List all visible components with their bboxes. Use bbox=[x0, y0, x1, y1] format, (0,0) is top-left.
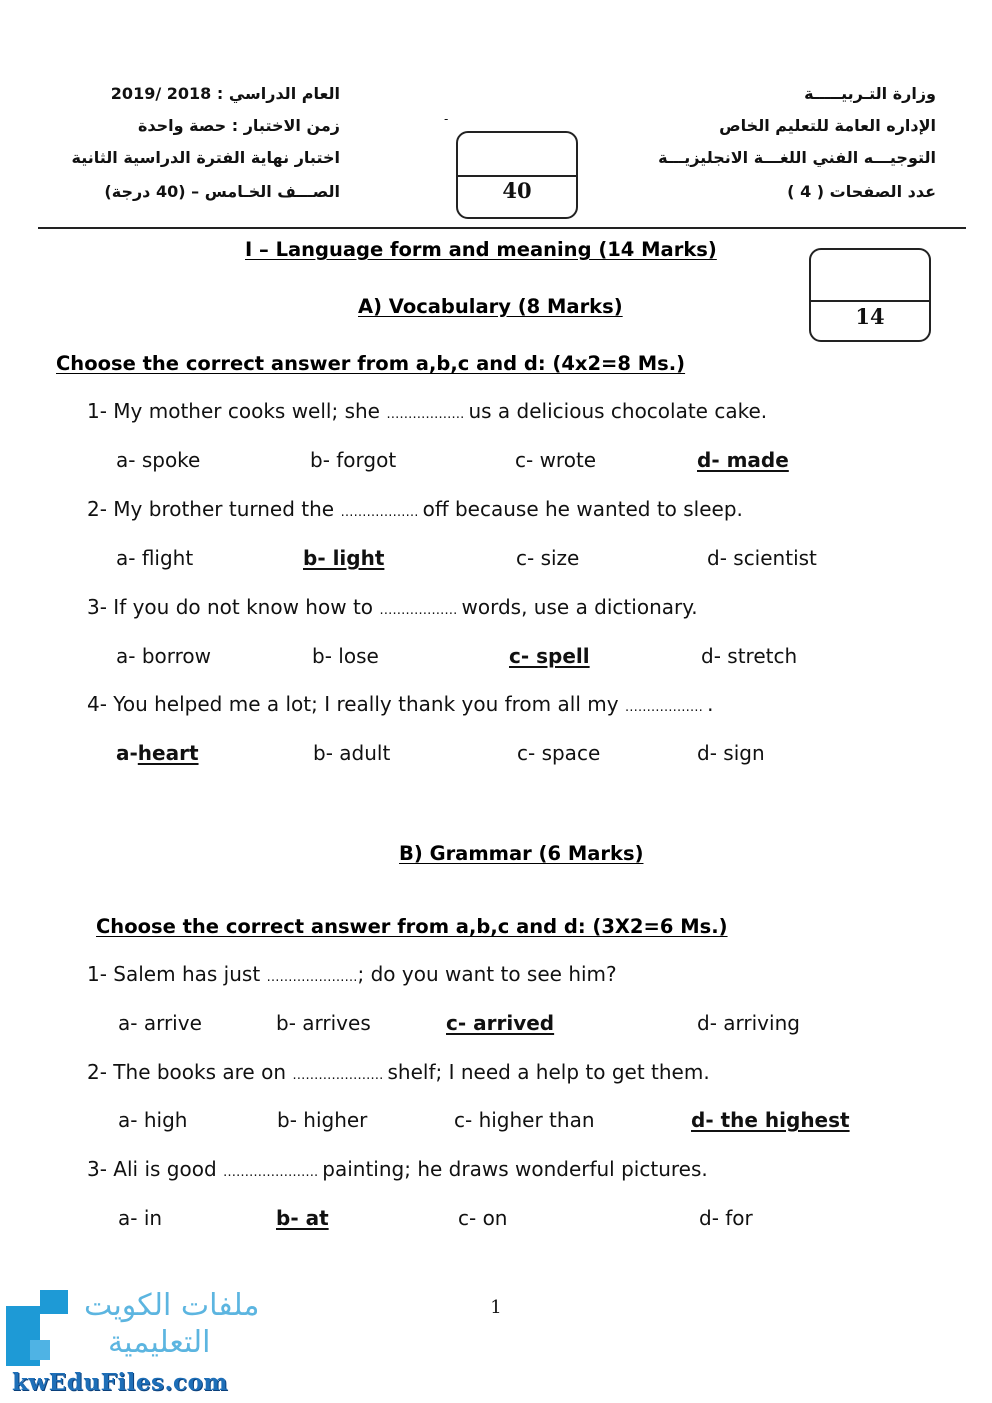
vocab-question-2: 2- My brother turned the ……………… off because he wanted to sleep. bbox=[87, 497, 743, 521]
grammar-question-1: 1- Salem has just …………………; do you want to see him? bbox=[87, 962, 617, 986]
vocab-question-3: 3- If you do not know how to ……………… words, use a dictionary. bbox=[87, 595, 698, 619]
section-score: 14 bbox=[855, 304, 885, 329]
logo-block-small-icon bbox=[40, 1290, 68, 1314]
vocab-3-option-d[interactable]: d- stretch bbox=[701, 644, 798, 668]
watermark-arabic-line1: ملفات الكويت bbox=[84, 1288, 260, 1323]
vocab-3-option-a[interactable]: a- borrow bbox=[116, 644, 212, 668]
vocab-4-option-a-answer[interactable]: a-heart bbox=[116, 741, 199, 765]
watermark-url: kwEduFiles.com bbox=[12, 1369, 229, 1396]
total-score-box bbox=[456, 131, 578, 219]
grammar-1-option-c-answer[interactable]: c- arrived bbox=[446, 1011, 555, 1035]
vocab-4-option-b[interactable]: b- adult bbox=[313, 741, 391, 765]
vocab-2-option-c[interactable]: c- size bbox=[516, 546, 580, 570]
grammar-3-option-b-answer[interactable]: b- at bbox=[276, 1206, 329, 1230]
vocab-2-option-b-answer[interactable]: b- light bbox=[303, 546, 385, 570]
header-page-count: عدد الصفحات ( 4 ) bbox=[787, 182, 936, 201]
grammar-question-2: 2- The books are on ………………… shelf; I need a help to get them. bbox=[87, 1060, 710, 1084]
vocabulary-title: A) Vocabulary (8 Marks) bbox=[358, 295, 623, 318]
vocab-1-option-b[interactable]: b- forgot bbox=[310, 448, 397, 472]
grammar-2-option-b[interactable]: b- higher bbox=[277, 1108, 368, 1132]
grammar-title: B) Grammar (6 Marks) bbox=[399, 842, 644, 865]
section-score-box bbox=[809, 248, 931, 342]
grammar-1-option-d[interactable]: d- arriving bbox=[697, 1011, 800, 1035]
logo-block-accent-icon bbox=[30, 1340, 50, 1360]
vocab-1-option-c[interactable]: c- wrote bbox=[515, 448, 597, 472]
watermark-arabic-line2: التعليمية bbox=[108, 1325, 211, 1360]
grammar-1-option-b[interactable]: b- arrives bbox=[276, 1011, 371, 1035]
vocab-2-option-d[interactable]: d- scientist bbox=[707, 546, 817, 570]
vocab-1-option-d-answer[interactable]: d- made bbox=[697, 448, 789, 472]
vocab-question-4: 4- You helped me a lot; I really thank you from all my ……………… . bbox=[87, 692, 714, 716]
section-title: I – Language form and meaning (14 Marks) bbox=[245, 238, 717, 261]
vocab-1-option-a[interactable]: a- spoke bbox=[116, 448, 201, 472]
vocab-4-option-c[interactable]: c- space bbox=[517, 741, 601, 765]
page-number: 1 bbox=[490, 1297, 502, 1318]
grammar-3-option-a[interactable]: a- in bbox=[118, 1206, 163, 1230]
vocab-2-option-a[interactable]: a- flight bbox=[116, 546, 194, 570]
vocab-question-1: 1- My mother cooks well; she ……………… us a delicious chocolate cake. bbox=[87, 399, 768, 423]
vocab-4-option-d[interactable]: d- sign bbox=[697, 741, 765, 765]
grammar-instruction: Choose the correct answer from a,b,c and d: (3X2=6 Ms.) bbox=[96, 915, 728, 938]
grammar-question-3: 3- Ali is good …………………. painting; he draws wonderful pictures. bbox=[87, 1157, 708, 1181]
header-grade: الصـــف الخـامس – (40 درجة) bbox=[104, 182, 340, 201]
header-exam-name: اختبار نهاية الفترة الدراسية الثانية bbox=[71, 148, 340, 167]
header-school-year: العام الدراسي : 2018 /2019 bbox=[110, 84, 340, 103]
header-divider bbox=[38, 227, 966, 229]
vocab-3-option-c-answer[interactable]: c- spell bbox=[509, 644, 590, 668]
total-score: 40 bbox=[502, 178, 532, 203]
vocabulary-instruction: Choose the correct answer from a,b,c and d: (4x2=8 Ms.) bbox=[56, 352, 686, 375]
grammar-2-option-a[interactable]: a- high bbox=[118, 1108, 188, 1132]
header-ministry: وزارة التـربيـــــة bbox=[804, 84, 936, 103]
vocab-3-option-b[interactable]: b- lose bbox=[312, 644, 379, 668]
header-directorate: الإداره العامة للتعليم الخاص bbox=[719, 116, 936, 135]
grammar-3-option-d[interactable]: d- for bbox=[699, 1206, 753, 1230]
grammar-3-option-c[interactable]: c- on bbox=[458, 1206, 508, 1230]
grammar-1-option-a[interactable]: a- arrive bbox=[118, 1011, 202, 1035]
header-exam-time: زمن الاختبار : حصة واحدة bbox=[137, 116, 340, 135]
header-dash: - bbox=[444, 112, 449, 126]
header-supervision: التوجيـــه الفني اللغـــة الانجليزيـــة bbox=[658, 148, 936, 167]
grammar-2-option-c[interactable]: c- higher than bbox=[454, 1108, 595, 1132]
grammar-2-option-d-answer[interactable]: d- the highest bbox=[691, 1108, 850, 1132]
